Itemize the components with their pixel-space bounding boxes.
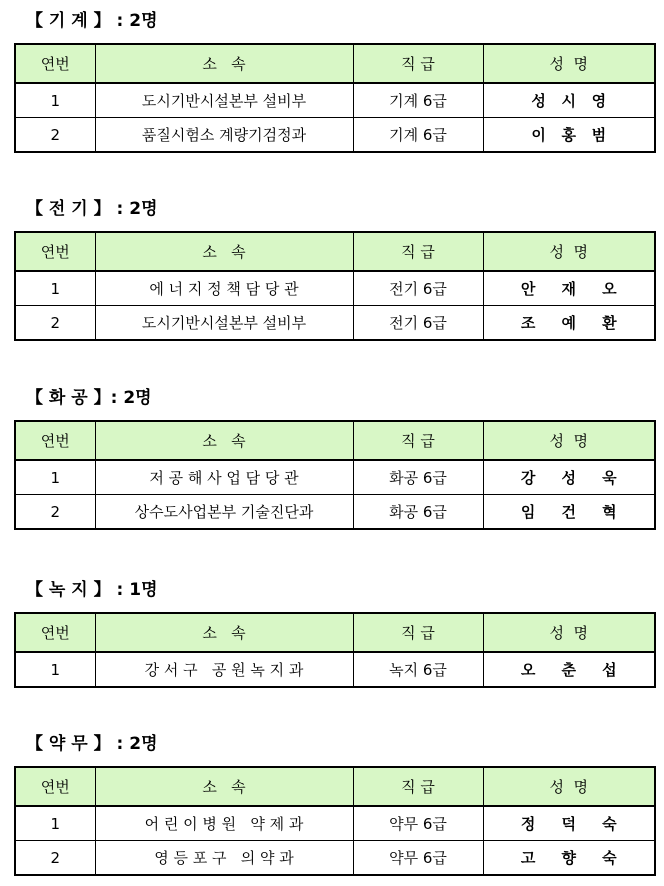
cell-rank: 전기 6급 [353,271,483,306]
table-row [15,652,655,687]
header-org: 소 속 [95,44,353,83]
header-row [15,44,655,83]
section-title: 【 기 계 】 : 2명 [26,11,158,31]
table-row [15,495,655,530]
header-name: 성 명 [483,421,655,460]
cell-no: 2 [15,306,95,341]
cell-org: 영 등 포 구 의 약 과 [95,841,353,876]
section-title: 【 약 무 】 : 2명 [26,734,158,754]
header-name: 성 명 [483,767,655,806]
roster-table [14,231,656,341]
roster-table [14,766,656,876]
cell-rank: 녹지 6급 [353,652,483,687]
table-row [15,806,655,841]
header-row [15,613,655,652]
cell-rank: 약무 6급 [353,806,483,841]
roster-table [14,420,656,530]
cell-no: 2 [15,841,95,876]
table-row [15,841,655,876]
cell-no: 1 [15,806,95,841]
header-name: 성 명 [483,613,655,652]
cell-org: 에 너 지 정 책 담 당 관 [95,271,353,306]
cell-name: 임 건 혁 [483,495,655,530]
cell-name: 고 향 숙 [483,841,655,876]
section-electrical [14,199,654,332]
cell-name: 오 춘 섭 [483,652,655,687]
cell-no: 1 [15,83,95,118]
header-rank: 직 급 [353,232,483,271]
section-title: 【 전 기 】 : 2명 [26,199,158,219]
header-no: 연번 [15,421,95,460]
section-chemical [14,388,654,521]
header-rank: 직 급 [353,44,483,83]
table-row [15,83,655,118]
header-rank: 직 급 [353,613,483,652]
roster-table [14,43,656,153]
section-title: 【 녹 지 】 : 1명 [26,580,158,600]
table-row [15,460,655,495]
header-name: 성 명 [483,44,655,83]
cell-name: 정 덕 숙 [483,806,655,841]
section-title: 【 화 공 】: 2명 [26,388,152,408]
cell-no: 1 [15,652,95,687]
header-org: 소 속 [95,767,353,806]
header-row [15,767,655,806]
cell-name: 안 재 오 [483,271,655,306]
cell-org: 강 서 구 공 원 녹 지 과 [95,652,353,687]
cell-org: 도시기반시설본부 설비부 [95,306,353,341]
cell-rank: 화공 6급 [353,495,483,530]
cell-name: 이 홍 범 [483,118,655,153]
cell-rank: 기계 6급 [353,118,483,153]
cell-rank: 전기 6급 [353,306,483,341]
roster-table [14,612,656,688]
cell-name: 강 성 욱 [483,460,655,495]
cell-no: 2 [15,118,95,153]
header-no: 연번 [15,44,95,83]
table-row [15,306,655,341]
section-pharmacy [14,734,654,867]
cell-org: 저 공 해 사 업 담 당 관 [95,460,353,495]
section-mechanical [14,11,654,144]
header-no: 연번 [15,613,95,652]
section-greenery [14,580,654,679]
header-rank: 직 급 [353,767,483,806]
header-no: 연번 [15,232,95,271]
table-row [15,118,655,153]
cell-org: 품질시험소 계량기검정과 [95,118,353,153]
header-org: 소 속 [95,421,353,460]
header-no: 연번 [15,767,95,806]
cell-rank: 약무 6급 [353,841,483,876]
cell-no: 1 [15,271,95,306]
cell-no: 2 [15,495,95,530]
table-row [15,271,655,306]
header-name: 성 명 [483,232,655,271]
cell-rank: 기계 6급 [353,83,483,118]
cell-org: 상수도사업본부 기술진단과 [95,495,353,530]
cell-org: 도시기반시설본부 설비부 [95,83,353,118]
cell-name: 성 시 영 [483,83,655,118]
header-org: 소 속 [95,232,353,271]
cell-rank: 화공 6급 [353,460,483,495]
cell-name: 조 예 환 [483,306,655,341]
cell-no: 1 [15,460,95,495]
header-org: 소 속 [95,613,353,652]
cell-org: 어 린 이 병 원 약 제 과 [95,806,353,841]
header-row [15,421,655,460]
header-rank: 직 급 [353,421,483,460]
header-row [15,232,655,271]
